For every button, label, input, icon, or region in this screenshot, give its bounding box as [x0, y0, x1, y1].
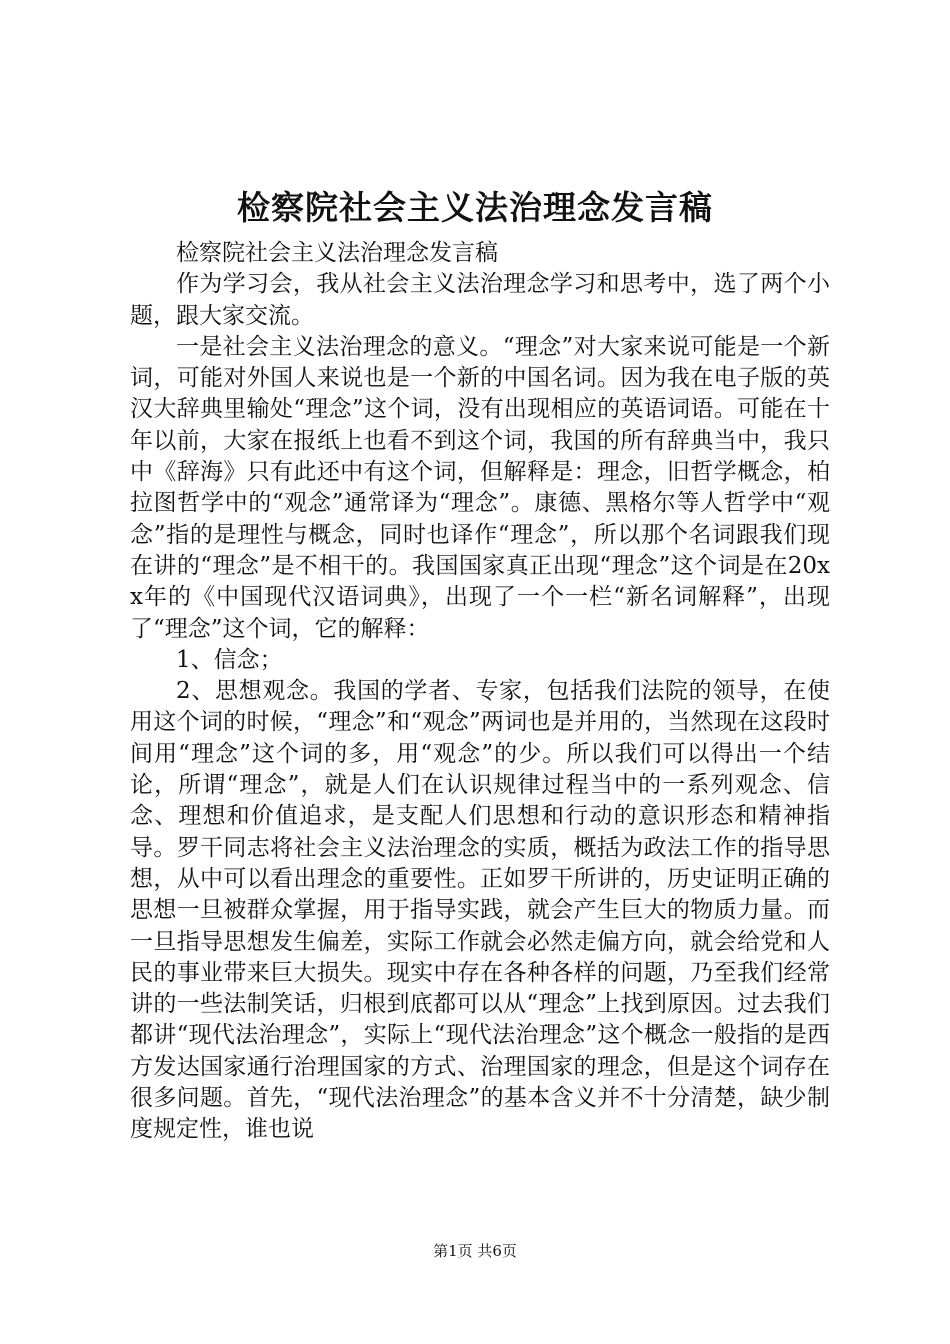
paragraph-heading-repeat: 检察院社会主义法治理念发言稿: [176, 240, 498, 266]
document-body: [130, 238, 830, 1146]
page-footer: 第1页 共6页: [433, 1242, 517, 1260]
paragraph-intro: 作为学习会，我从社会主义法治理念学习和思考中，选了两个小题，跟大家交流。: [130, 271, 830, 329]
paragraph-item-one: 1、信念；: [176, 646, 283, 673]
paragraph-section-one: 一是社会主义法治理念的意义。“理念”对大家来说可能是一个新词，可能对外国人来说也是一个新的中国名词。因为我在电子版的英汉大辞典里输处“理念”这个词，没有出现相应的英语词语。可能在十年以前，大家在报纸上也看不到这个词，我国的所有辞典当中，我只中《辞海》只有此还中有这个词，但解释是：理念，旧哲学概念，柏拉图哲学中的“观念”通常译为“理念”。康德、黑格尔等人哲学中“观念”指的是理性与概念，同时也译作“理念”，所以那个名词跟我们现在讲的“理念”是不相干的。我国国家真正出现“理念”这个词是在20xx年的《中国现代汉语词典》，出现了一个一栏“新名词解释”，出现了“理念”这个词，它的解释：: [130, 333, 830, 642]
document-title: 检察院社会主义法治理念发言稿: [237, 188, 713, 227]
paragraph-item-two: 2、思想观念。我国的学者、专家，包括我们法院的领导，在使用这个词的时候，“理念”和“观念”两词也是并用的，当然现在这段时间用“理念”这个词的多，用“观念”的少。所以我们可以得出一个结论，所谓“理念”，就是人们在认识规律过程当中的一系列观念、信念、理想和价值追求，是支配人们思想和行动的意识形态和精神指导。罗干同志将社会主义法治理念的实质，概括为政法工作的指导思想，从中可以看出理念的重要性。正如罗干所讲的，历史证明正确的思想一旦被群众掌握，用于指导实践，就会产生巨大的物质力量。而一旦指导思想发生偏差，实际工作就会必然走偏方向，就会给党和人民的事业带来巨大损失。现实中存在各种各样的问题，乃至我们经常讲的一些法制笑话，归根到底都可以从“理念”上找到原因。过去我们都讲“现代法治理念”，实际上“现代法治理念”这个概念一般指的是西方发达国家通行治理国家的方式、治理国家的理念，但是这个词存在很多问题。首先，“现代法治理念”的基本含义并不十分清楚，缺少制度规定性，谁也说: [130, 678, 830, 1143]
